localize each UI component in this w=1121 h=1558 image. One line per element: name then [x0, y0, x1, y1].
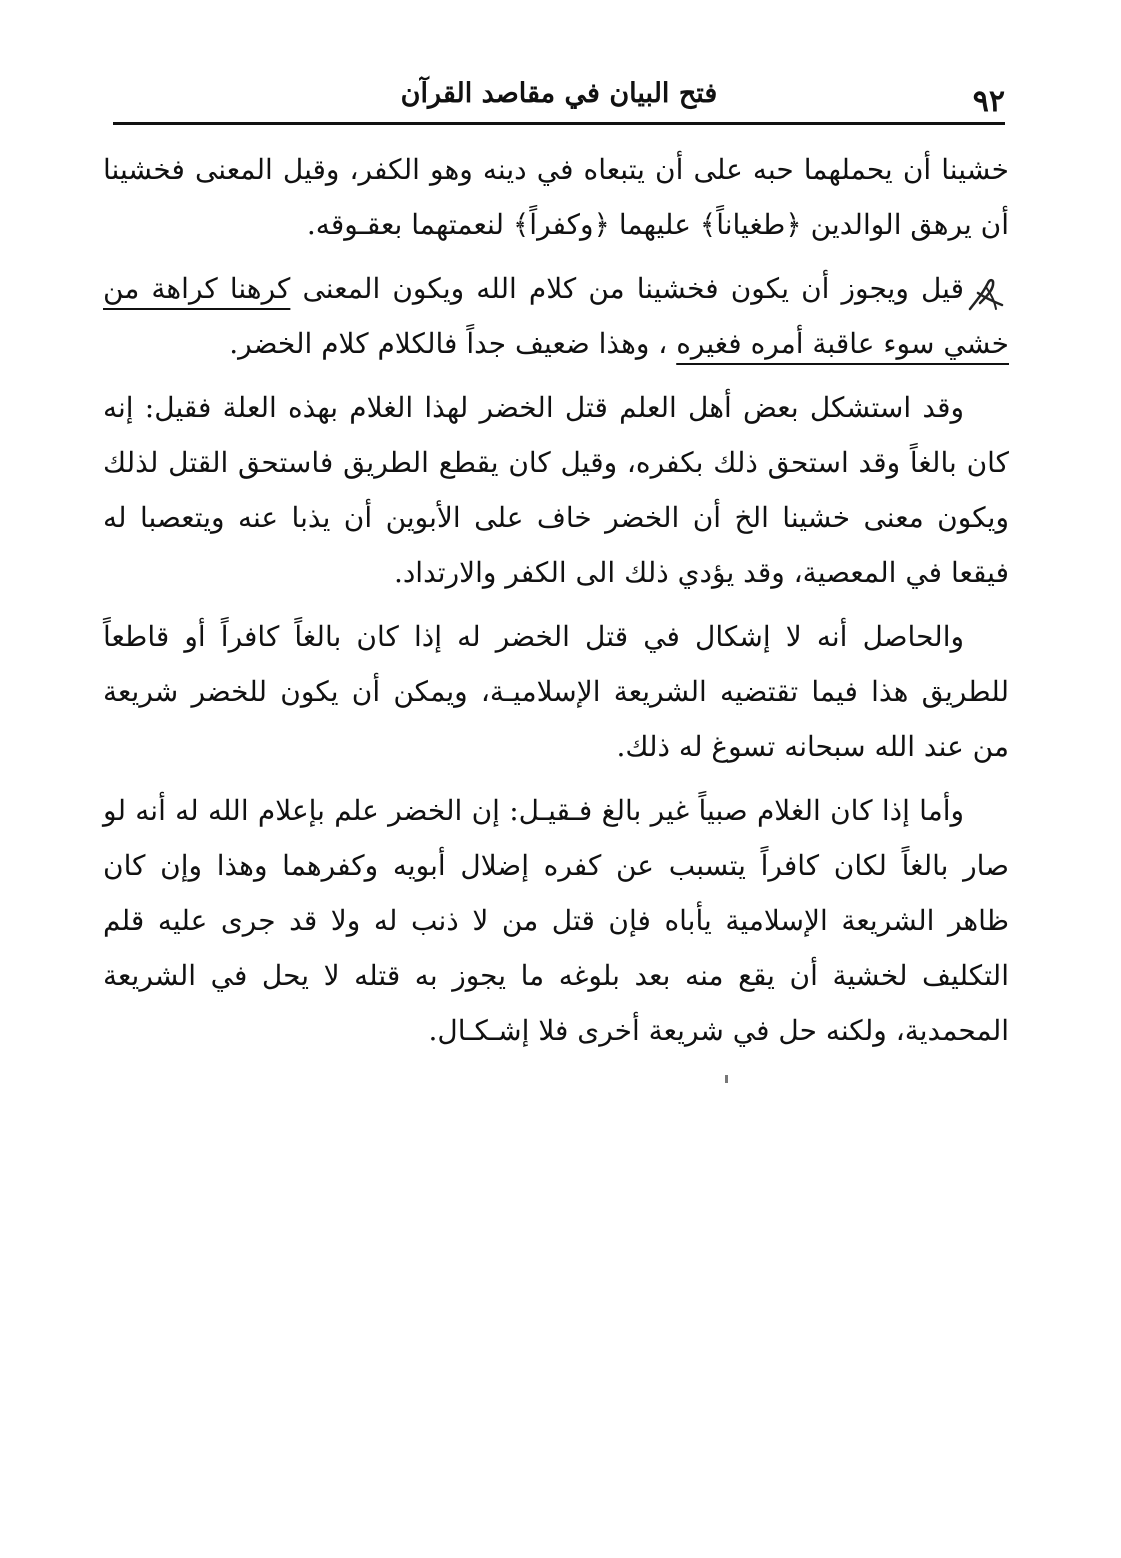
paragraph-3: وقد استشكل بعض أهل العلم قتل الخضر لهذا الغلام بهذه العلة فقيل: إنه كان بالغاً وقد استحق ذلك بكفره، وقيل كان يقطع الطريق فاستحق القتل لذلك ويكون معنى خشينا الخ أن الخضر خاف على الأبوين أن يذبا عنه ويتعصبا له فيقعا في المعصية، وقد يؤدي ذلك الى الكفر والارتداد.	[103, 391, 1009, 589]
scan-speck	[725, 1075, 728, 1083]
paragraph-2-underlined-text: كرهنا كراهة من خشي سوء عاقبة أمره فغيره	[103, 272, 1009, 360]
header-divider	[113, 122, 1005, 125]
body-text	[103, 142, 1009, 1067]
paragraph-2-text-after: ، وهذا ضعيف جداً فالكلام كلام الخضر.	[229, 327, 668, 360]
paragraph-1: خشينا أن يحملهما حبه على أن يتبعاه في دينه وهو الكفر، وقيل المعنى فخشينا أن يرهق الوالدين ﴿طغياناً﴾ عليهما ﴿وكفراً﴾ لنعمتهما بعقـوقه.	[103, 153, 1009, 241]
page-header	[113, 72, 1005, 122]
running-title: فتح البيان في مقاصد القرآن	[400, 78, 718, 109]
paragraph-2	[103, 261, 1009, 371]
paragraph-4: والحاصل أنه لا إشكال في قتل الخضر له إذا كان بالغاً كافراً أو قاطعاً للطريق هذا فيما تقتضيه الشريعة الإسلاميـة، ويمكن أن يكون للخضر شريعة من عند الله سبحانه تسوغ له ذلك.	[103, 620, 1009, 763]
paragraph-5: وأما إذا كان الغلام صبياً غير بالغ فـقيـل: إن الخضر علم بإعلام الله له أنه لو صار بالغاً لكان كافراً يتسبب عن كفره إضلال أبويه وكفرهما وهذا وإن كان ظاهر الشريعة الإسلامية يأباه فإن قتل من لا ذنب له ولا قد جرى عليه قلم التكليف لخشية أن يقع منه بعد بلوغه ما يجوز به قتله لا يحل في الشريعة المحمدية، ولكنه حل في شريعة أخرى فلا إشـكـال.	[103, 794, 1009, 1047]
paragraph-2-text-before: قيل ويجوز أن يكون فخشينا من كلام الله ويكون المعنى	[290, 272, 964, 305]
page-number: ٩٢	[972, 84, 1005, 119]
